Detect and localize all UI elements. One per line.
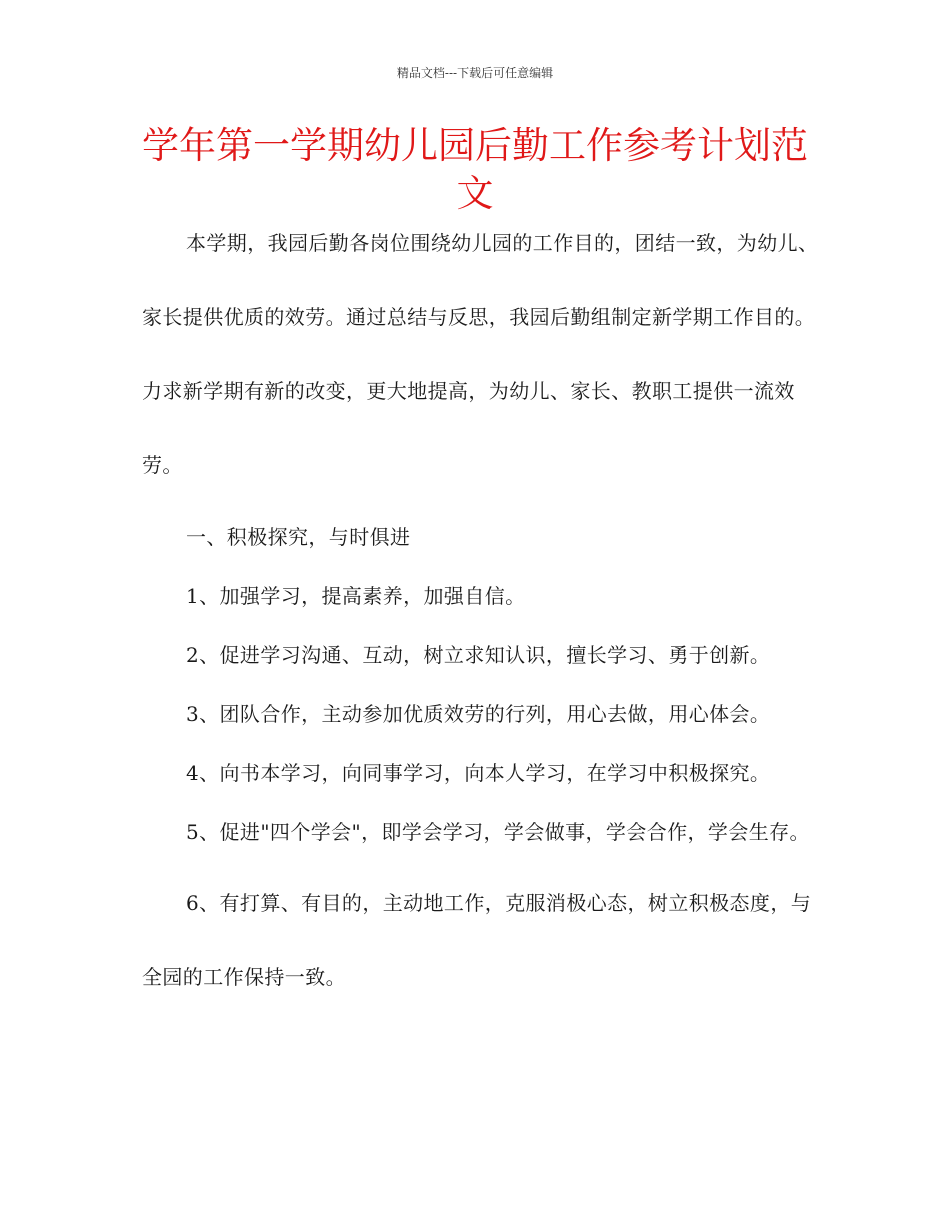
header-note: 精品文档---下载后可任意编辑 [396,66,554,80]
section-heading-1: 一、积极探究，与时俱进 [186,525,411,549]
document-body [142,224,822,1014]
document-title: 学年第一学期幼儿园后勤工作参考计划范文 [142,124,808,215]
intro-paragraph: 本学期，我园后勤各岗位围绕幼儿园的工作目的，团结一致，为幼儿、家长提供优质的效劳。通过总结与反思，我园后勤组制定新学期工作目的。力求新学期有新的改变，更大地提高，为幼儿、家长、教职工提供一流效劳。 [142,231,819,477]
list-item-1: 1、加强学习，提高素养，加强自信。 [186,584,526,608]
list-item-2: 2、促进学习沟通、互动，树立求知认识，擅长学习、勇于创新。 [186,643,771,667]
list-item-5: 5、促进"四个学会"，即学会学习，学会做事，学会合作，学会生存。 [186,820,810,844]
list-item-6: 6、有打算、有目的，主动地工作，克服消极心态，树立积极态度，与全园的工作保持一致。 [142,891,812,989]
list-item-4: 4、向书本学习，向同事学习，向本人学习，在学习中积极探究。 [186,761,771,785]
list-item-3: 3、团队合作，主动参加优质效劳的行列，用心去做，用心体会。 [186,702,771,726]
